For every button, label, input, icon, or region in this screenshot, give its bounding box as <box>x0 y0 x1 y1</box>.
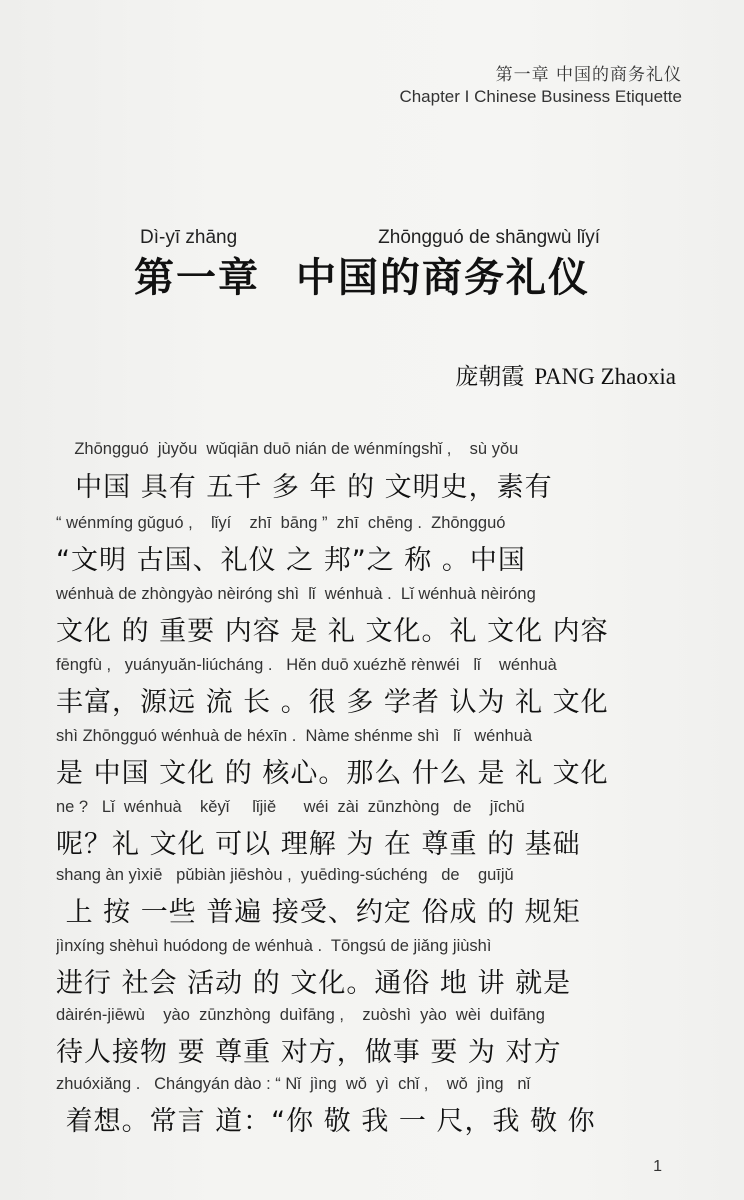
chapter-number: 第一章 <box>134 255 260 301</box>
pinyin-line: wénhuà de zhòngyào nèiróng shì lǐ wénhuà . Lǐ wénhuà nèiróng <box>56 585 536 603</box>
chapter-name: 中国的商务礼仪 <box>296 255 590 301</box>
title-pinyin-name: Zhōngguó de shāngwù lǐyí <box>378 227 600 248</box>
pinyin-line: shì Zhōngguó wénhuà de héxīn . Nàme shénme shì lǐ wénhuà <box>56 727 533 745</box>
pinyin-line: ne ? Lǐ wénhuà kěyǐ lǐjiě wéi zài zūnzhòng de jīchǔ <box>56 798 525 816</box>
pinyin-line: zhuóxiǎng . Chángyán dào : “ Nǐ jìng wǒ yì chǐ , wǒ jìng nǐ <box>56 1075 531 1093</box>
pinyin-line: fēngfù , yuányuǎn-liúcháng . Hěn duō xuézhě rènwéi lǐ wénhuà <box>56 656 557 674</box>
hanzi-line: 着想。常言 道：“你 敬 我 一 尺，我 敬 你 <box>56 1106 596 1137</box>
pinyin-line: shang àn yìxiē pǔbiàn jiēshòu , yuēdìng-súchéng de guījǔ <box>56 866 514 884</box>
hanzi-line: 上 按 一些 普遍 接受、约定 俗成 的 规矩 <box>56 897 581 928</box>
pinyin-line: Zhōngguó jùyǒu wǔqiān duō nián de wénmíngshǐ , sù yǒu <box>56 440 519 458</box>
running-head <box>399 64 682 108</box>
pinyin-line: dàirén-jiēwù yào zūnzhòng duìfāng , zuòshì yào wèi duìfāng <box>56 1006 545 1024</box>
author-english: PANG Zhaoxia <box>534 364 676 389</box>
hanzi-line: 进行 社会 活动 的 文化。通俗 地 讲 就是 <box>56 968 572 999</box>
chapter-title <box>134 246 590 303</box>
pinyin-line: “ wénmíng gǔguó , lǐyí zhī bāng ” zhī chēng . Zhōngguó <box>56 514 506 532</box>
hanzi-line: 是 中国 文化 的 核心。那么 什么 是 礼 文化 <box>56 758 609 789</box>
author <box>455 358 676 391</box>
hanzi-line: 中国 具有 五千 多 年 的 文明史，素有 <box>56 472 553 503</box>
running-head-chinese: 第一章 中国的商务礼仪 <box>495 65 682 85</box>
hanzi-line: 呢？礼 文化 可以 理解 为 在 尊重 的 基础 <box>56 829 581 860</box>
pinyin-line: jìnxíng shèhuì huódong de wénhuà . Tōngsú de jiǎng jiùshì <box>56 937 492 955</box>
title-pinyin-chapter: Dì-yī zhāng <box>140 227 238 248</box>
running-head-english: Chapter I Chinese Business Etiquette <box>399 87 682 106</box>
hanzi-line: “文明 古国、礼仪 之 邦”之 称 。中国 <box>56 545 526 576</box>
hanzi-line: 文化 的 重要 内容 是 礼 文化。礼 文化 内容 <box>56 616 609 647</box>
page-number: 1 <box>653 1158 662 1175</box>
author-chinese: 庞朝霞 <box>455 364 525 390</box>
hanzi-line: 丰富，源远 流 长 。很 多 学者 认为 礼 文化 <box>56 687 609 718</box>
hanzi-line: 待人接物 要 尊重 对方，做事 要 为 对方 <box>56 1037 562 1068</box>
